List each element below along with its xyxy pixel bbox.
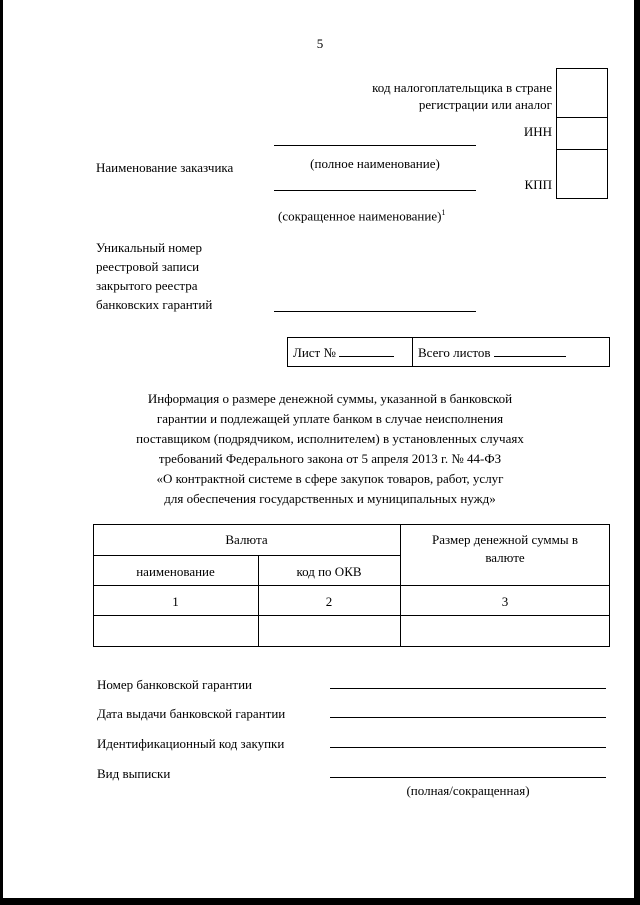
total-sheets-field[interactable] <box>494 345 566 357</box>
statement-type-caption: (полная/сокращенная) <box>406 783 530 798</box>
kpp-label: КПП <box>524 177 552 192</box>
full-name-caption: (полное наименование) <box>310 156 440 171</box>
total-sheets-label: Всего листов <box>418 345 491 360</box>
title-line: для обеспечения государственных и муниципальных нужд» <box>164 491 496 506</box>
index-cell: 1 <box>172 594 179 609</box>
tax-code-label-line2: регистрации или аналог <box>418 97 552 112</box>
page-number: 5 <box>316 36 324 51</box>
registry-label-line: реестровой записи <box>96 259 200 274</box>
short-name-caption: (сокращенное наименование)$^1$ <box>278 208 446 224</box>
sheets-divider <box>412 337 413 367</box>
title-line: гарантии и подлежащей уплате банком в случае неисполнения <box>156 411 504 426</box>
purchase-code-label: Идентификационный код закупки <box>97 736 285 751</box>
title-line: поставщиком (подрядчиком, исполнителем) в установленных случаях <box>136 431 524 446</box>
data-cell-name[interactable] <box>94 616 257 646</box>
tax-code-box[interactable] <box>556 68 608 118</box>
sheet-number-field[interactable] <box>339 345 394 357</box>
footnote-mark: 1 <box>441 208 446 217</box>
amount-header-line1: Размер денежной суммы в <box>432 532 578 547</box>
statement-type-label: Вид выписки <box>97 766 171 781</box>
currency-header: Валюта <box>225 532 268 547</box>
customer-label: Наименование заказчика <box>96 160 234 175</box>
guarantee-number-field[interactable] <box>330 688 606 689</box>
title-line: Информация о размере денежной суммы, указанной в банковской <box>147 391 513 406</box>
index-cell: 3 <box>501 594 509 609</box>
data-cell-amount[interactable] <box>401 616 609 646</box>
registry-label <box>96 238 212 314</box>
title-line: требований Федерального закона от 5 апреля 2013 г. № 44-ФЗ <box>158 451 502 466</box>
scan-edge-right <box>634 0 640 905</box>
scan-edge-bottom <box>0 898 640 905</box>
total-sheets[interactable] <box>418 345 566 361</box>
statement-type-field[interactable] <box>330 777 606 778</box>
issue-date-field[interactable] <box>330 717 606 718</box>
sheet-number[interactable] <box>293 345 394 361</box>
index-cell: 2 <box>325 594 333 609</box>
customer-full-name-field[interactable] <box>274 145 476 146</box>
guarantee-number-label: Номер банковской гарантии <box>97 677 253 692</box>
amount-header-line2: валюте <box>485 550 525 565</box>
registry-label-line: банковских гарантий <box>96 297 213 312</box>
document-title <box>90 389 570 509</box>
inn-label: ИНН <box>523 124 552 139</box>
issue-date-label: Дата выдачи банковской гарантии <box>97 706 286 721</box>
sheet-label: Лист № <box>293 345 336 360</box>
tax-code-label-line1: код налогоплательщика в стране <box>372 80 552 95</box>
inn-box[interactable] <box>556 117 608 150</box>
customer-short-name-field[interactable] <box>274 190 476 191</box>
title-line: «О контрактной системе в сфере закупок товаров, работ, услуг <box>156 471 504 486</box>
purchase-code-field[interactable] <box>330 747 606 748</box>
kpp-box[interactable] <box>556 149 608 199</box>
table-header-split <box>93 555 400 556</box>
registry-label-line: закрытого реестра <box>96 278 198 293</box>
table-row-line <box>93 585 610 586</box>
registry-number-field[interactable] <box>274 311 476 312</box>
col-okv-header: код по ОКВ <box>296 564 362 579</box>
scan-edge-left <box>0 0 3 905</box>
col-name-header: наименование <box>136 564 215 579</box>
registry-label-line: Уникальный номер <box>96 240 202 255</box>
data-cell-okv[interactable] <box>259 616 399 646</box>
